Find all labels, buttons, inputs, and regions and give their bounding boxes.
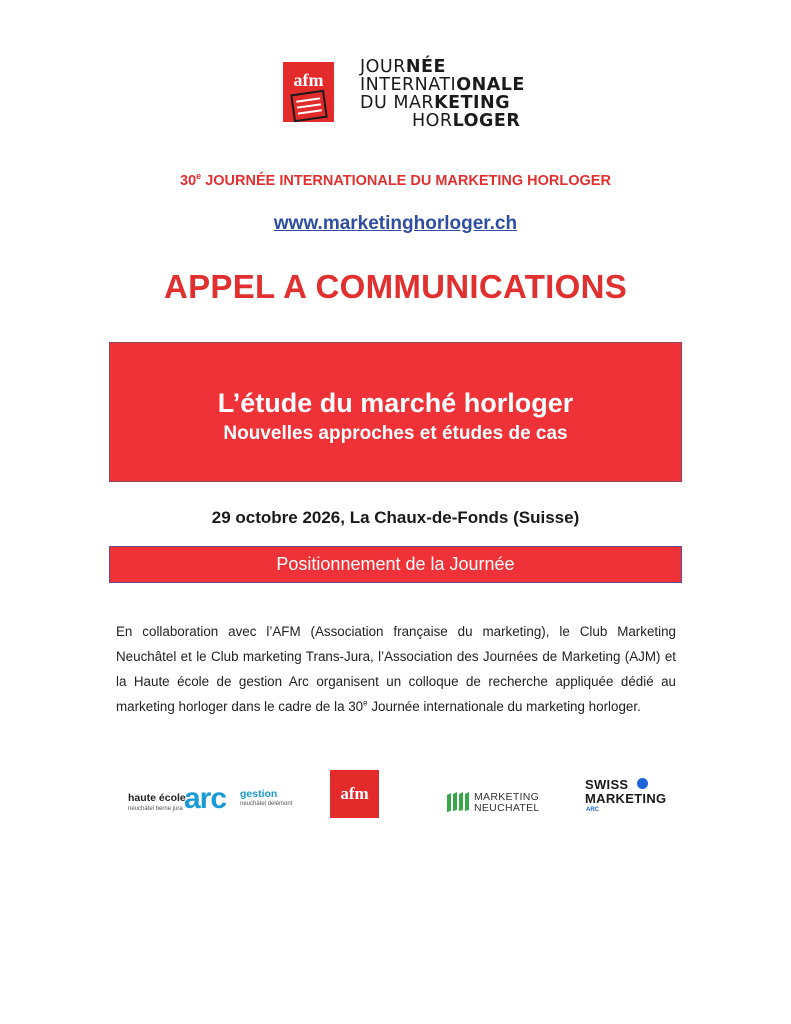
seal-line [297, 103, 321, 108]
he-arc-logo [128, 778, 298, 818]
website-link[interactable]: www.marketinghorloger.ch [273, 213, 518, 234]
swiss-marketing-dot-icon [637, 778, 648, 789]
theme-title: L’étude du marché horloger [217, 388, 574, 418]
swiss-marketing-logo [585, 778, 675, 818]
page-heading: APPEL A COMMUNICATIONS [163, 268, 628, 305]
event-date: 29 octobre 2026, La Chaux-de-Fonds (Suisse) [211, 508, 580, 527]
labellisee-seal [290, 90, 328, 122]
afm-partner-logo: afm [330, 770, 379, 818]
theme-box [109, 342, 682, 482]
he-arc-line2: neuchâtel berne jura [128, 806, 183, 812]
afm-header-logo [283, 62, 334, 122]
event-logo-line: JOURNÉE [360, 57, 446, 77]
marketing-neuchatel-text: MARKETING NEUCHATEL [474, 791, 540, 814]
swiss-marketing-text: SWISS MARKETING [585, 777, 667, 806]
he-arc-gestion-sub: neuchâtel delémont [240, 801, 293, 807]
section-title: Positionnement de la Journée [109, 546, 682, 583]
intro-paragraph: En collaboration avec l’AFM (Association française du marketing), le Club Marketing Neuchâtel et le Club marketing Trans-Jura, l’Association des Journées de Marketing (AJM) et la Haute école de gestion Arc organisent un colloque de recherche appliquée dédié au marketing horloger dans le cadre de la 30e Journée internationale du marketing horloger. [116, 624, 676, 714]
event-logo-line: DU MARKETING [360, 93, 511, 113]
event-logo-line: INTERNATIONALE [360, 75, 525, 95]
he-arc-line1: haute école [128, 792, 186, 804]
theme-subtitle: Nouvelles approches et études de cas [223, 423, 568, 444]
event-logo-line: HORLOGER [412, 111, 521, 131]
he-arc-gestion: gestion [240, 788, 278, 800]
event-logo [360, 58, 530, 130]
he-arc-wordmark: arc [184, 782, 227, 815]
marketing-neuchatel-logo [446, 791, 546, 815]
seal-line [296, 97, 320, 102]
seal-line [298, 109, 322, 114]
event-subtitle: 30e JOURNÉE INTERNATIONALE DU MARKETING HORLOGER [180, 171, 611, 189]
swiss-marketing-sub: ARC [586, 807, 599, 813]
afm-logo-text: afm [293, 70, 324, 90]
marketing-neuchatel-mark-icon [446, 791, 470, 813]
